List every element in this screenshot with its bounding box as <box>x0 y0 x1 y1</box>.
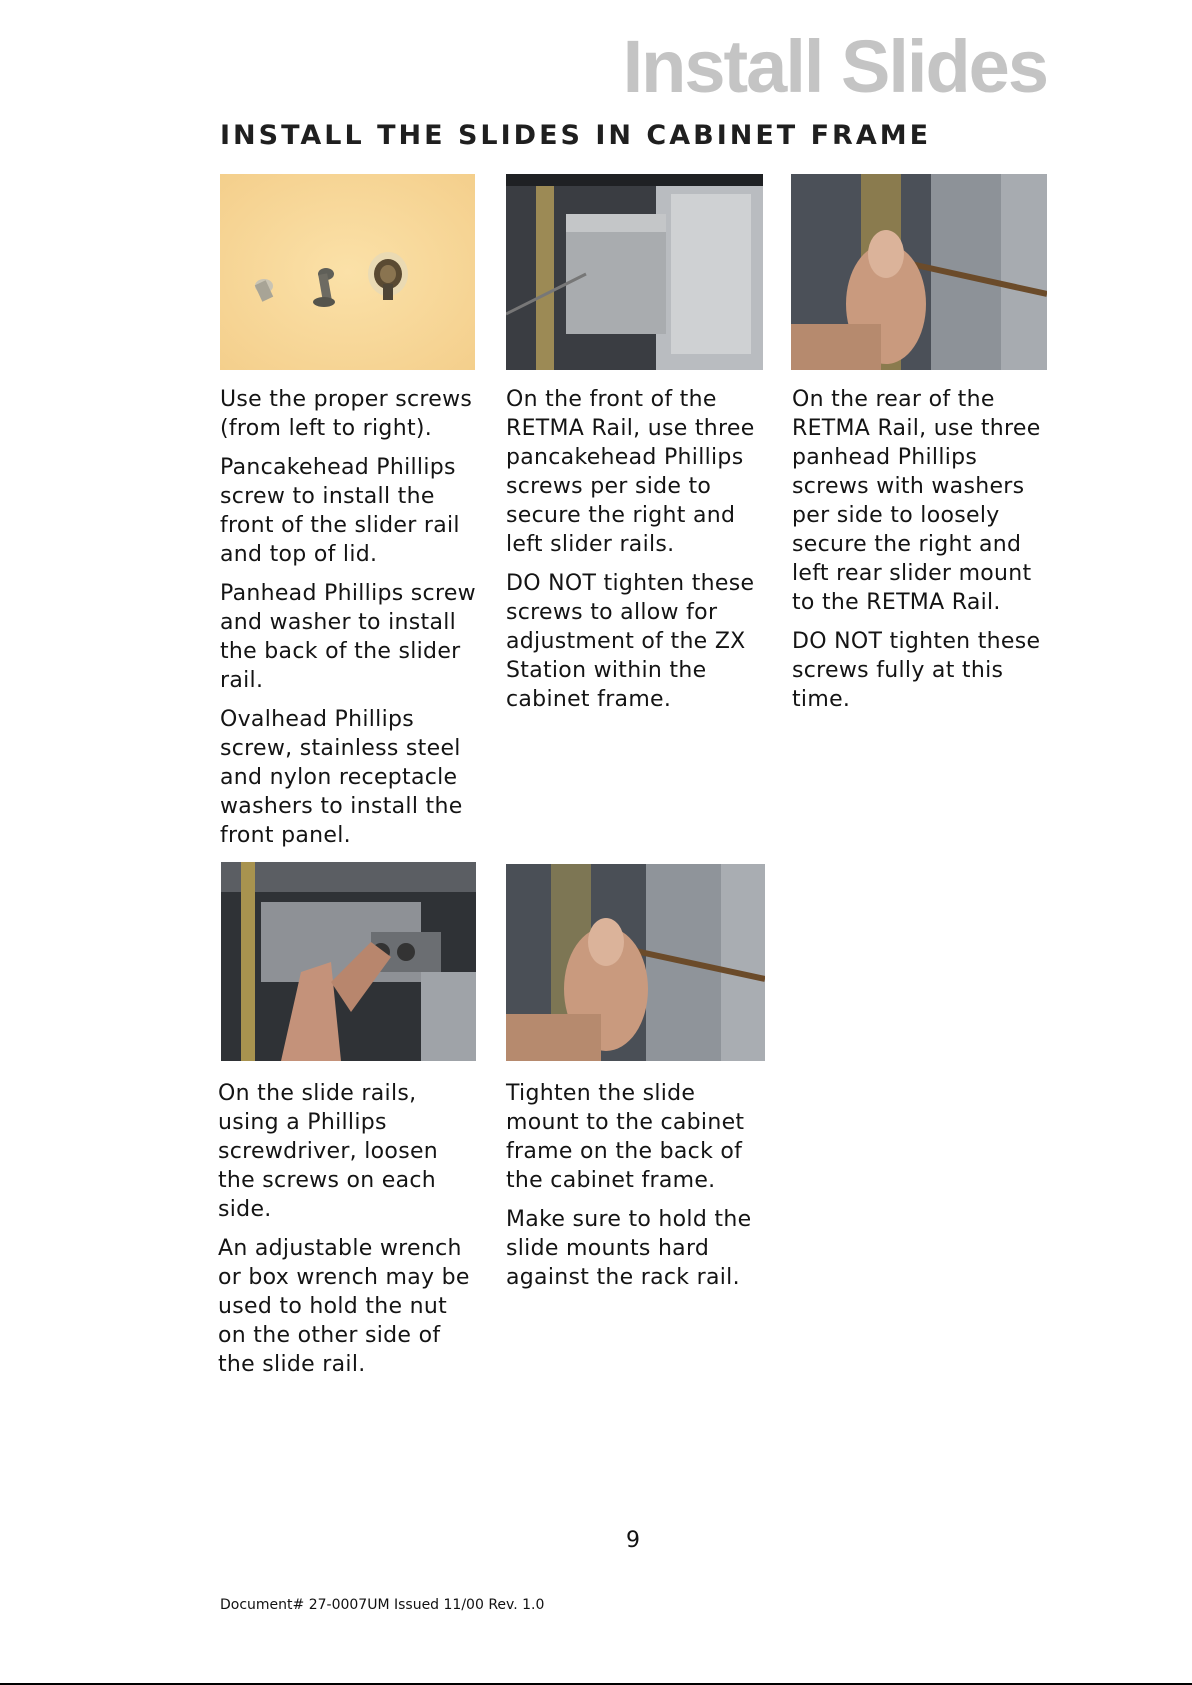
front-rail-photo <box>506 174 763 370</box>
section-heading: INSTALL THE SLIDES IN CABINET FRAME <box>220 120 932 151</box>
page-title: Install Slides <box>622 25 1047 108</box>
slide-mount-tighten-photo <box>506 864 765 1061</box>
rear-rail-photo <box>791 174 1047 370</box>
step-1-paragraph-3: Panhead Phillips screw and washer to install the back of the slider rail. <box>220 581 476 693</box>
page-number: 9 <box>626 1528 640 1553</box>
document-reference: Document# 27-0007UM Issued 11/00 Rev. 1.0 <box>220 1597 545 1613</box>
step-1-paragraph-1: Use the proper screws (from left to right). <box>220 387 473 441</box>
step-3-text <box>792 385 1054 724</box>
step-1-paragraph-4: Ovalhead Phillips screw, stainless steel and nylon receptacle washers to install the front panel. <box>220 707 463 848</box>
step-1-text <box>220 385 482 860</box>
screws-photo <box>220 174 475 370</box>
step-5-paragraph-1: Tighten the slide mount to the cabinet frame on the back of the cabinet frame. <box>506 1081 745 1193</box>
step-2-paragraph-1: On the front of the RETMA Rail, use three pancakehead Phillips screws per side to secure the right and left slider rails. <box>506 387 755 557</box>
step-4-text <box>218 1079 480 1389</box>
step-5-text <box>506 1079 768 1302</box>
step-4-paragraph-1: On the slide rails, using a Phillips screwdriver, loosen the screws on each side. <box>218 1081 439 1222</box>
step-2-text <box>506 385 768 724</box>
step-5-paragraph-2: Make sure to hold the slide mounts hard against the rack rail. <box>506 1207 752 1290</box>
step-1-paragraph-2: Pancakehead Phillips screw to install the front of the slider rail and top of lid. <box>220 455 460 567</box>
step-2-paragraph-2: DO NOT tighten these screws to allow for adjustment of the ZX Station within the cabinet frame. <box>506 571 755 712</box>
step-3-paragraph-1: On the rear of the RETMA Rail, use three panhead Phillips screws with washers per side to loosely secure the right and left rear slider mount to the RETMA Rail. <box>792 387 1041 615</box>
step-4-paragraph-2: An adjustable wrench or box wrench may be used to hold the nut on the other side of the slide rail. <box>218 1236 470 1377</box>
slide-rail-loosen-photo <box>221 862 476 1061</box>
step-3-paragraph-2: DO NOT tighten these screws fully at this time. <box>792 629 1041 712</box>
